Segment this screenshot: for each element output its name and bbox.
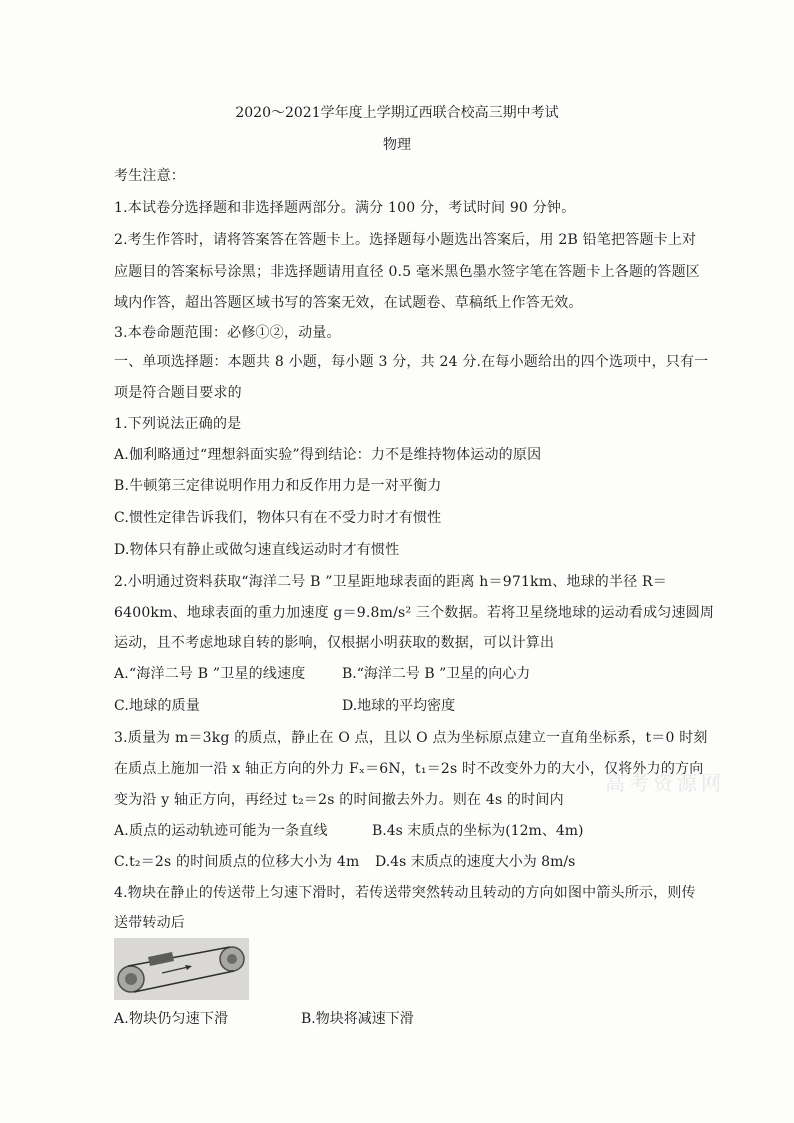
question-2-stem: 2.小明通过资料获取“海洋二号 B ”卫星距地球表面的距离 h＝971km、地球的半径 R＝ [114,574,667,590]
question-3-option-b: B.4s 末质点的坐标为(12m、4m) [372,823,584,839]
question-3-stem: 在质点上施加一沿 x 轴正方向的外力 Fₓ＝6N，t₁＝2s 时不改变外力的大小，仅将外力的方向 [114,761,704,777]
question-1-option-a: A.伽利略通过“理想斜面实验”得到结论：力不是维持物体运动的原因 [114,447,542,463]
question-1-option-c: C.惯性定律告诉我们，物体只有在不受力时才有惯性 [114,510,442,526]
question-3-stem: 变为沿 y 轴正方向，再经过 t₂＝2s 的时间撤去外力。则在 4s 的时间内 [114,792,564,808]
watermark: 高考资源网 [605,771,725,795]
question-3-option-d: D.4s 末质点的速度大小为 8m/s [375,854,576,870]
notice-item: 域内作答，超出答题区域书写的答案无效，在试题卷、草稿纸上作答无效。 [114,295,583,311]
question-1-stem: 1.下列说法正确的是 [114,416,242,432]
right-pulley-hub [227,954,237,964]
question-3-option-a: A.质点的运动轨迹可能为一条直线 [114,823,328,839]
notice-item: 1.本试卷分选择题和非选择题两部分。满分 100 分，考试时间 90 分钟。 [114,200,576,216]
notice-heading: 考生注意： [114,168,185,184]
section-heading-cont: 项是符合题目要求的 [114,385,242,401]
question-4-stem: 4.物块在静止的传送带上匀速下滑时，若传送带突然转动且转动的方向如图中箭头所示，则传 [114,885,696,901]
question-2-option-b: B.“海洋二号 B ”卫星的向心力 [342,666,531,682]
question-2-option-c: C.地球的质量 [114,698,201,714]
question-4-option-b: B.物块将减速下滑 [301,1011,414,1027]
question-1-option-b: B.牛顿第三定律说明作用力和反作用力是一对平衡力 [114,478,442,494]
question-2-option-d: D.地球的平均密度 [342,698,456,714]
notice-item: 3.本卷命题范围：必修①②，动量。 [114,325,341,341]
question-3-option-c: C.t₂＝2s 的时间质点的位移大小为 4m [114,854,360,870]
exam-title: 2020～2021学年度上学期辽西联合校高三期中考试 [235,105,559,121]
question-4-stem: 送带转动后 [114,915,185,931]
section-heading: 一、单项选择题：本题共 8 小题，每小题 3 分，共 24 分.在每小题给出的四个选项中，只有一 [114,354,709,370]
question-1-option-d: D.物体只有静止或做匀速直线运动时才有惯性 [114,542,400,558]
left-pulley-hub [125,973,137,985]
question-2-option-a: A.“海洋二号 B ”卫星的线速度 [114,666,306,682]
question-3-stem: 3.质量为 m＝3kg 的质点，静止在 O 点，且以 O 点为坐标原点建立一直角坐标系，t＝0 时刻 [114,730,708,746]
notice-item: 应题目的答案标号涂黑；非选择题请用直径 0.5 毫米黑色墨水签字笔在答题卡上各题的答题区 [114,264,700,280]
notice-item: 2.考生作答时，请将答案答在答题卡上。选择题每小题选出答案后，用 2B 铅笔把答题卡上对 [114,232,697,248]
question-2-stem: 6400km、地球表面的重力加速度 g＝9.8m/s² 三个数据。若将卫星绕地球的运动看成匀速圆周 [114,605,715,621]
conveyor-belt-figure [114,938,249,1000]
question-2-stem: 运动，且不考虑地球自转的影响，仅根据小明获取的数据，可以计算出 [114,635,555,651]
question-4-option-a: A.物块仍匀速下滑 [114,1011,229,1027]
subject-title: 物理 [383,137,411,153]
